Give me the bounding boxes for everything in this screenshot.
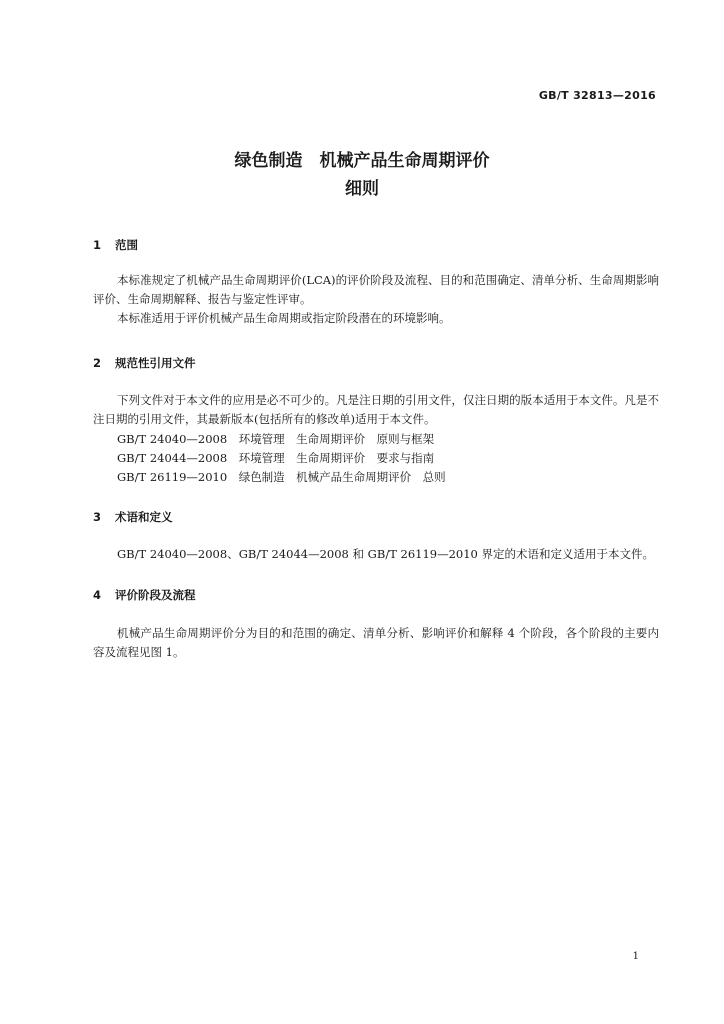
section-number: 1 [93,238,102,252]
reference-item: GB/T 24040—2008 环境管理 生命周期评价 原则与框架 [117,432,435,446]
section-title: 范围 [115,238,138,252]
paragraph: 机械产品生命周期评价分为目的和范围的确定、清单分析、影响评价和解释 4 个阶段，各个阶段的主要内容及流程见图 1。 [93,626,659,659]
page-number: 1 [632,951,639,962]
section-title: 术语和定义 [115,510,173,524]
section-heading-normative-references [93,355,196,371]
section-number: 2 [93,356,102,370]
paragraph: 本标准规定了机械产品生命周期评价(LCA)的评价阶段及流程、目的和范围确定、清单分析、生命周期影响评价、生命周期解释、报告与鉴定性评审。 [93,273,659,306]
paragraph: 下列文件对于本文件的应用是必不可少的。凡是注日期的引用文件，仅注日期的版本适用于本文件。凡是不注日期的引用文件，其最新版本(包括所有的修改单)适用于本文件。 [93,393,659,426]
paragraph: 本标准适用于评价机械产品生命周期或指定阶段潜在的环境影响。 [117,311,451,325]
section-number: 3 [93,510,102,524]
reference-item: GB/T 24044—2008 环境管理 生命周期评价 要求与指南 [117,451,435,465]
document-subtitle: 细则 [345,179,379,199]
section-title: 评价阶段及流程 [115,588,196,602]
section-number: 4 [93,588,102,602]
standard-code: GB/T 32813—2016 [538,89,656,102]
section-heading-terms-definitions [93,509,173,525]
paragraph: GB/T 24040—2008、GB/T 24044—2008 和 GB/T 26119—2010 界定的术语和定义适用于本文件。 [117,547,655,561]
section-body-terms-definitions [93,545,659,564]
section-heading-scope [93,237,138,253]
section-body-evaluation-stages [93,624,659,662]
section-body-normative-references [93,391,659,429]
reference-item: GB/T 26119—2010 绿色制造 机械产品生命周期评价 总则 [117,470,446,484]
document-title: 绿色制造 机械产品生命周期评价 [234,151,490,171]
section-body-scope [93,271,659,328]
section-heading-evaluation-stages [93,587,196,603]
section-title: 规范性引用文件 [115,356,196,370]
